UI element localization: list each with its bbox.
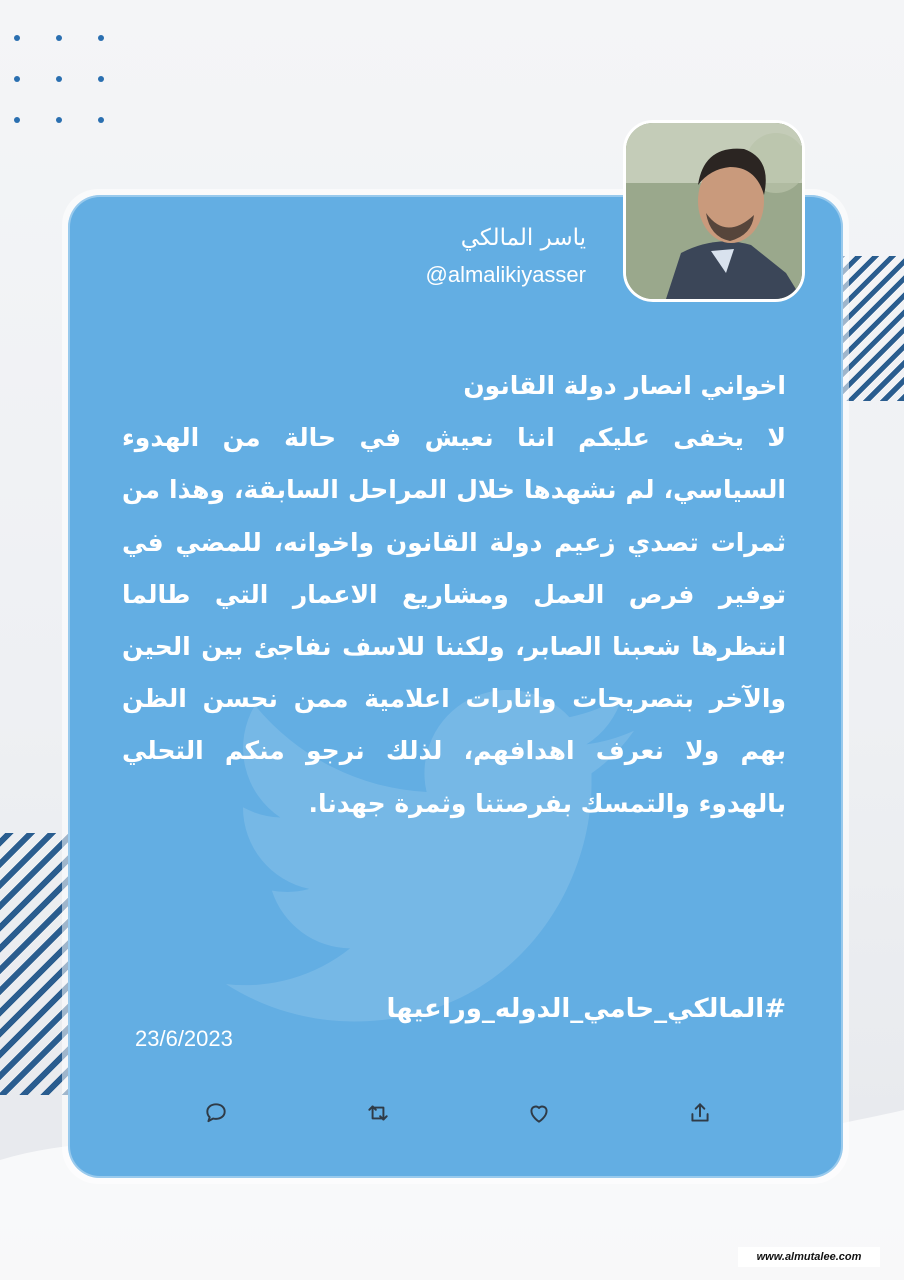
tweet-body bbox=[122, 360, 786, 830]
author-avatar[interactable] bbox=[623, 120, 805, 302]
tweet-date: 23/6/2023 bbox=[135, 1026, 233, 1051]
reply-button[interactable] bbox=[203, 1100, 229, 1126]
retweet-button[interactable] bbox=[365, 1100, 391, 1126]
share-button[interactable] bbox=[687, 1100, 713, 1126]
reply-icon bbox=[203, 1100, 229, 1126]
author-handle: @almalikiyasser bbox=[425, 262, 586, 287]
like-icon bbox=[526, 1100, 552, 1126]
retweet-icon bbox=[365, 1100, 391, 1126]
author-name: ياسر المالكي bbox=[460, 225, 586, 251]
tweet-greeting: اخواني انصار دولة القانون bbox=[463, 371, 786, 400]
decorative-stripes-right bbox=[843, 256, 904, 401]
site-watermark: www.almutalee.com bbox=[738, 1247, 880, 1267]
tweet-hashtag[interactable]: #المالكي_حامي_الدوله_وراعيها bbox=[386, 994, 786, 1024]
like-button[interactable] bbox=[526, 1100, 552, 1126]
tweet-text: لا يخفى عليكم اننا نعيش في حالة من الهدوء السياسي، لم نشهدها خلال المراحل السابقة، وهذا من ثمرات تصدي زعيم دولة القانون واخوانه، للمضي في توفير فرص العمل ومشاريع الاعمار التي طالما انتظرها شعبنا الصابر، ولكننا للاسف نفاجئ بين الحين والآخر بتصريحات واثارات اعلامية ممن نحسن الظن بهم ولا نعرف اهدافهم، لذلك نرجو منكم التحلي بالهدوء والتمسك بفرصتنا وثمرة جهدنا. bbox=[122, 423, 786, 818]
avatar-portrait-icon bbox=[626, 123, 802, 299]
share-icon bbox=[687, 1100, 713, 1126]
decorative-dots bbox=[14, 30, 114, 130]
